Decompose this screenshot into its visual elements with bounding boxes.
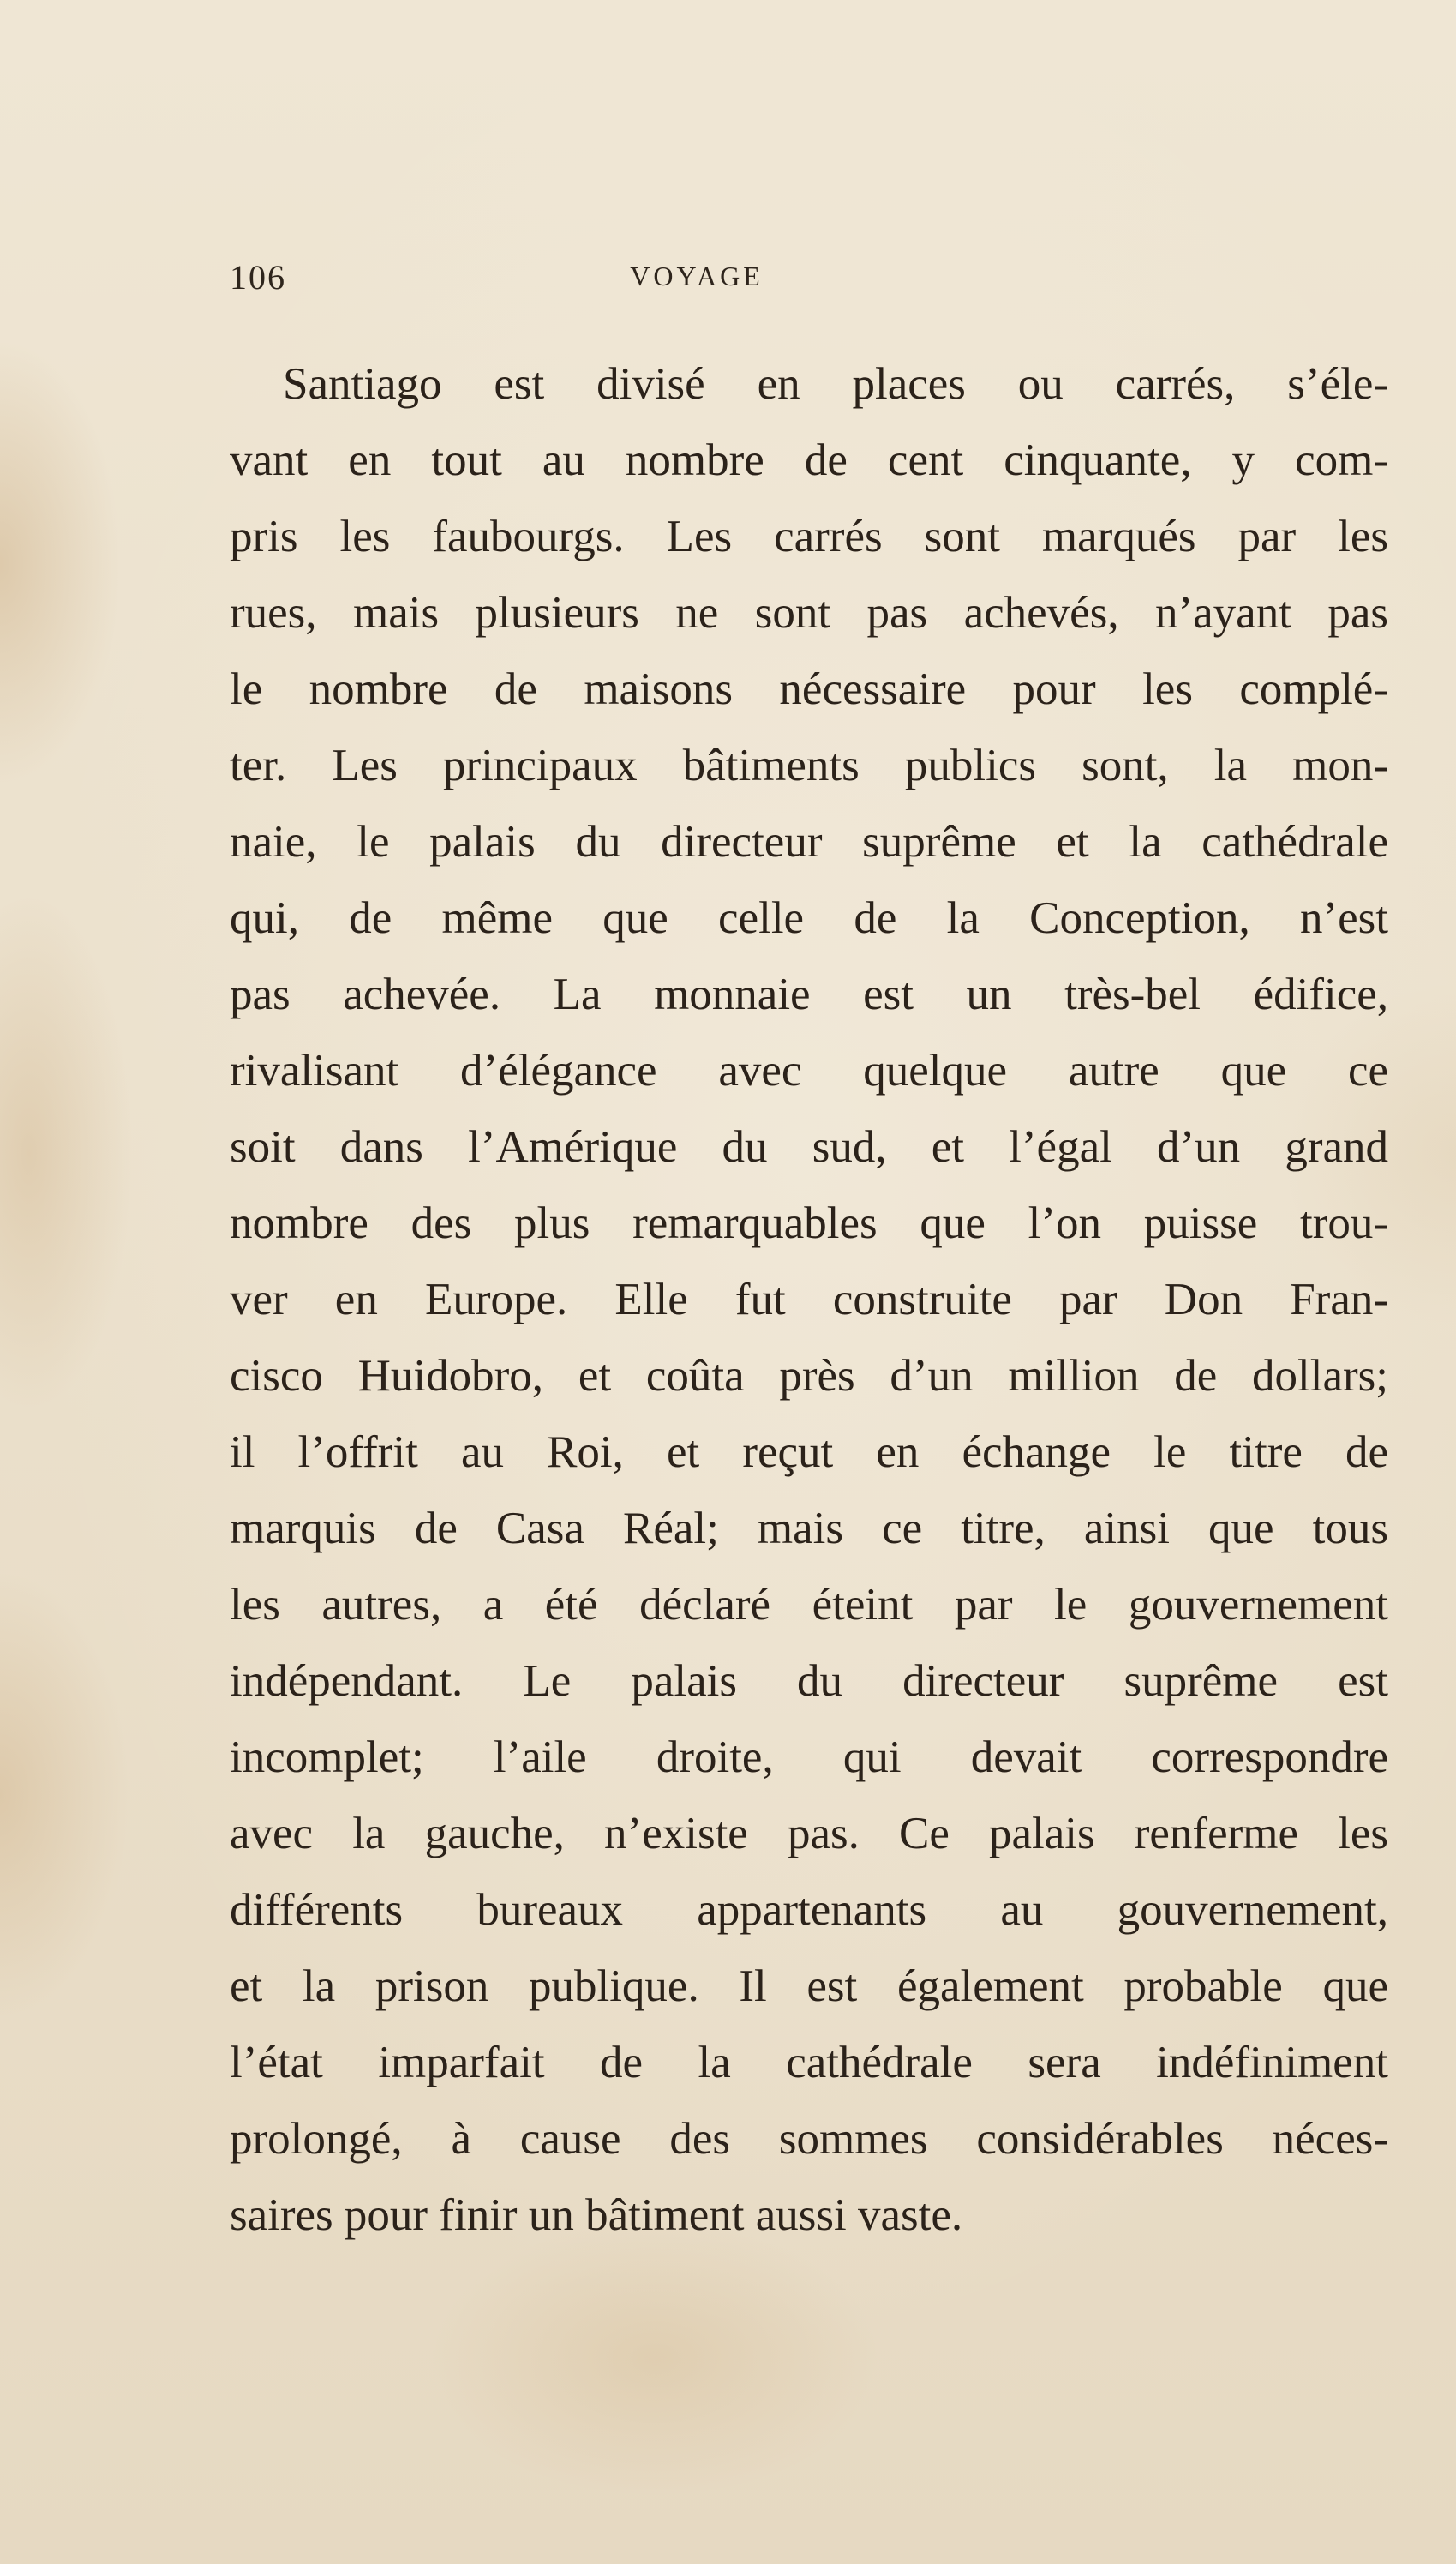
text-line: cisco Huidobro, et coûta près d’un million de dollars; bbox=[230, 1351, 1388, 1401]
text-line: pas achevée. La monnaie est un très-bel édifice, bbox=[230, 970, 1388, 1019]
text-line: rues, mais plusieurs ne sont pas achevés, n’ayant pas bbox=[230, 588, 1388, 638]
running-head bbox=[230, 257, 1388, 309]
text-line: rivalisant d’élégance avec quelque autre que ce bbox=[230, 1046, 1388, 1096]
text-line: avec la gauche, n’existe pas. Ce palais renferme les bbox=[230, 1809, 1388, 1858]
page-number: 106 bbox=[230, 258, 286, 297]
text-line: l’état imparfait de la cathédrale sera indéfiniment bbox=[230, 2038, 1388, 2087]
text-line: qui, de même que celle de la Conception, n’est bbox=[230, 893, 1388, 943]
body-paragraph bbox=[230, 346, 1388, 2254]
text-line: marquis de Casa Réal; mais ce titre, ainsi que tous bbox=[230, 1504, 1388, 1553]
text-line: le nombre de maisons nécessaire pour les complé- bbox=[230, 664, 1388, 714]
text-line: Santiago est divisé en places ou carrés, s’éle- bbox=[283, 359, 1388, 409]
text-line: indépendant. Le palais du directeur suprême est bbox=[230, 1656, 1388, 1706]
text-line: ter. Les principaux bâtiments publics sont, la mon- bbox=[230, 741, 1388, 790]
text-line: différents bureaux appartenants au gouvernement, bbox=[230, 1885, 1388, 1935]
running-title: VOYAGE bbox=[630, 261, 764, 291]
text-line: vant en tout au nombre de cent cinquante, y com- bbox=[230, 435, 1388, 485]
text-line: et la prison publique. Il est également probable que bbox=[230, 1961, 1388, 2011]
text-line: prolongé, à cause des sommes considérables néces- bbox=[230, 2114, 1388, 2164]
text-line: naie, le palais du directeur suprême et la cathédrale bbox=[230, 817, 1388, 867]
text-line: pris les faubourgs. Les carrés sont marqués par les bbox=[230, 512, 1388, 561]
text-line: nombre des plus remarquables que l’on puisse trou- bbox=[230, 1198, 1388, 1248]
text-line: les autres, a été déclaré éteint par le gouvernement bbox=[230, 1580, 1388, 1630]
text-line: saires pour finir un bâtiment aussi vaste. bbox=[230, 2190, 963, 2240]
text-line: ver en Europe. Elle fut construite par Don Fran- bbox=[230, 1275, 1388, 1324]
text-line: soit dans l’Amérique du sud, et l’égal d’un grand bbox=[230, 1122, 1388, 1172]
text-line: incomplet; l’aile droite, qui devait correspondre bbox=[230, 1732, 1388, 1782]
text-line: il l’offrit au Roi, et reçut en échange le titre de bbox=[230, 1427, 1388, 1477]
